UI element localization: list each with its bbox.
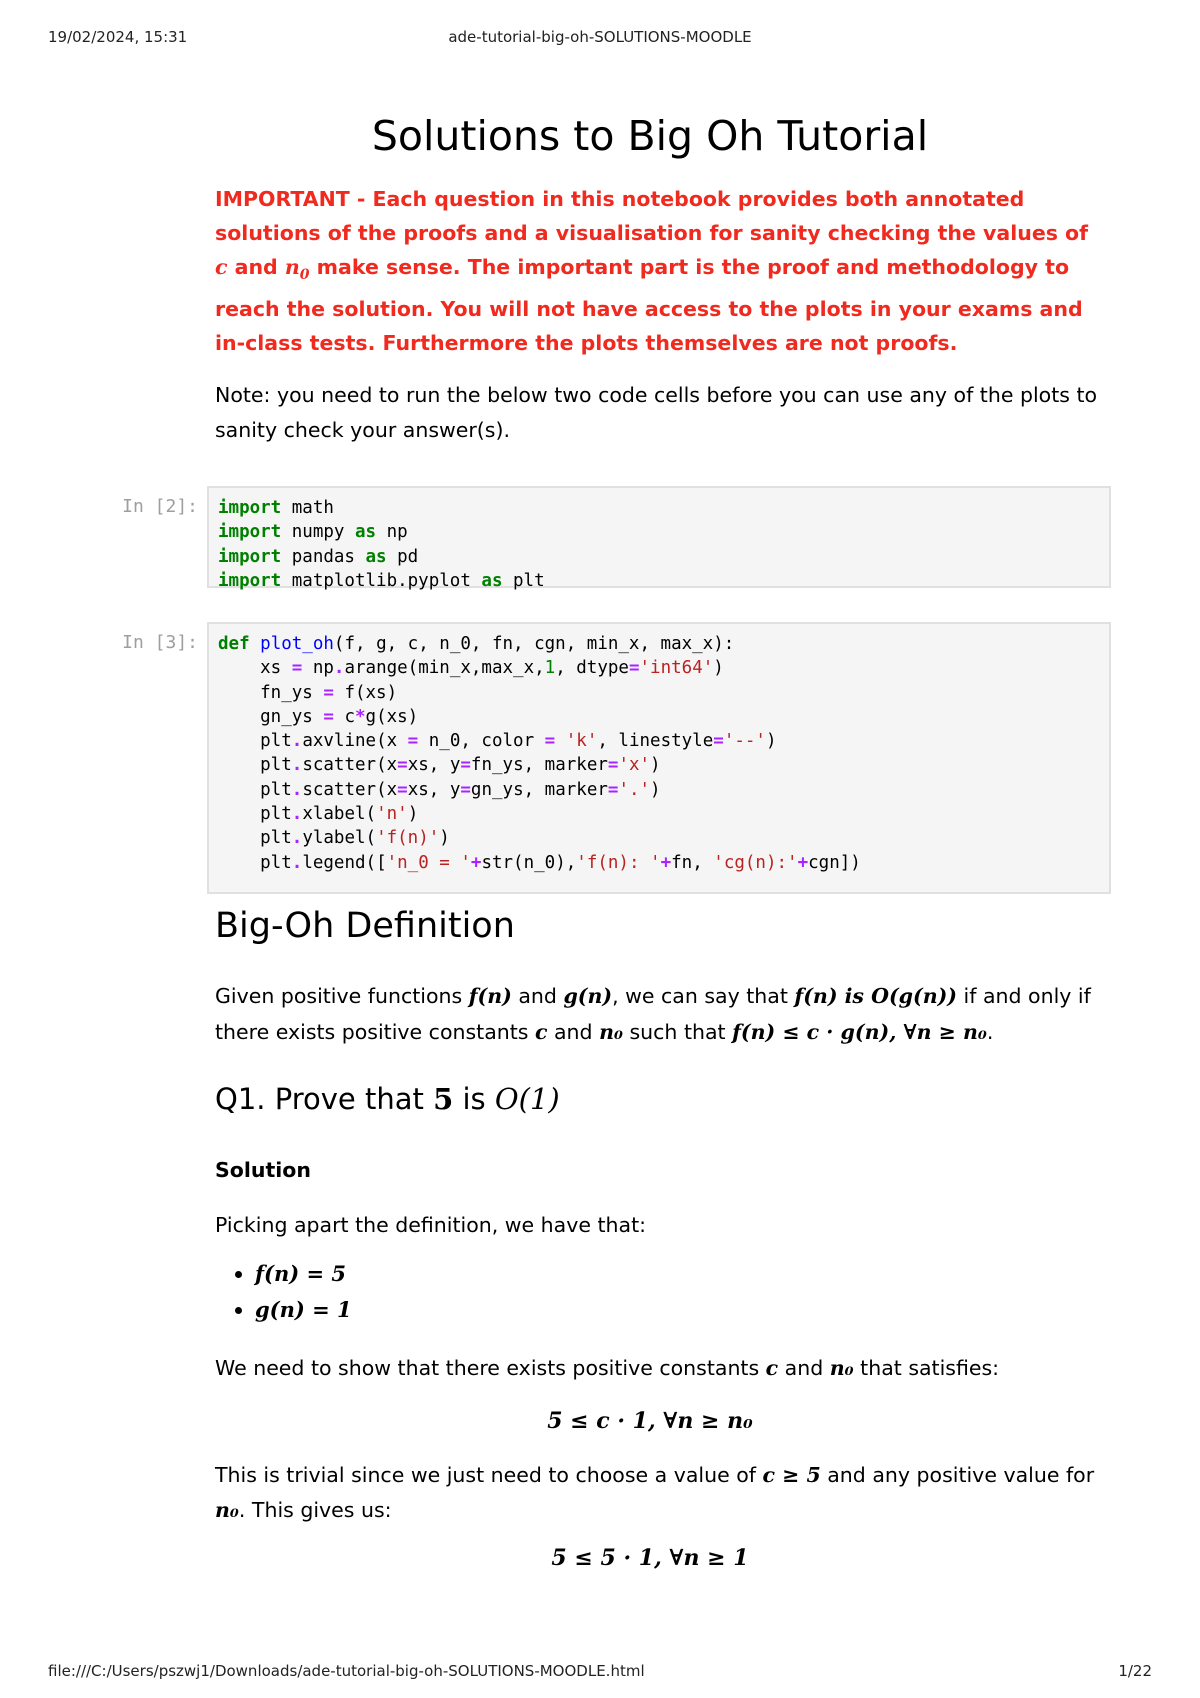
list-item: • f(n) = 5 [255,1256,352,1292]
cell-prompt: In [3]: [122,632,198,653]
definition-items-list [215,1256,352,1328]
print-file-path: file:///C:/Users/pszwj1/Downloads/ade-tutorial-big-oh-SOLUTIONS-MOODLE.html [48,1662,645,1680]
solution-label: Solution [215,1158,311,1182]
definition-text: Given positive functions f(n) and g(n), we can say that f(n) is O(g(n)) if and only if there exists positive constants c and n₀ such that f(n) ≤ c · g(n), ∀n ≥ n₀. [215,984,1091,1044]
code-editor[interactable] [207,622,1111,894]
important-c: c [215,255,228,279]
code-content: import math import numpy as np import pandas as pd import matplotlib.pyplot as plt [218,498,545,591]
code-editor[interactable] [207,486,1111,591]
important-text-1: IMPORTANT - Each question in this notebook provides both annotated solutions of the proofs and a visualisation for sanity checking the values of [215,187,1089,245]
picking-apart-text: Picking apart the definition, we have that: [215,1213,647,1237]
important-text-2: make sense. The important part is the proof and methodology to reach the solution. You will not have access to the plots in your exams and in-class tests. Furthermore the plots themselves are not proofs. [215,255,1083,356]
list-item: • g(n) = 1 [255,1292,352,1328]
question-1-heading: Q1. Prove that 5 is O(1) [215,1082,560,1116]
note-text: Note: you need to run the below two code cells before you can use any of the plots to sanity check your answer(s). [215,383,1098,442]
equation-2: 5 ≤ 5 · 1, ∀n ≥ 1 [551,1545,749,1571]
page-title: Solutions to Big Oh Tutorial [371,112,929,160]
need-to-show-text: We need to show that there exists positive constants c and n₀ that satisfies: [215,1356,1000,1380]
print-doc-title: ade-tutorial-big-oh-SOLUTIONS-MOODLE [448,28,752,46]
section-heading-big-oh: Big-Oh Definition [215,906,515,946]
cell-prompt: In [2]: [122,496,198,517]
equation-1: 5 ≤ c · 1, ∀n ≥ n₀ [547,1408,753,1434]
important-and: and [227,255,285,279]
important-notice [215,182,1095,360]
important-n0: $n_0$ [284,255,310,284]
print-datetime: 19/02/2024, 15:31 [48,28,188,46]
print-page-number: 1/22 [1118,1662,1152,1680]
trivial-text: This is trivial since we just need to choose a value of c ≥ 5 and any positive value for n₀. This gives us: [215,1463,1095,1522]
code-content: def plot_oh(f, g, c, n_0, fn, cgn, min_x, max_x): xs = np.arange(min_x,max_x,1, dtype='int64') fn_ys = f(xs) gn_ys = c*g(xs) plt.axvline(x = n_0, color = 'k', linestyle='--') plt.scatter(x=xs, y=fn_ys, marker='x') plt.scatter(x=xs, y=gn_ys, marker='.') plt.xlabel('n') plt.ylabel('f(n)') plt.legend(['n_0 = '+str(n_0),'f(n): '+fn, 'cg(n):'+cgn]) [218,634,861,873]
